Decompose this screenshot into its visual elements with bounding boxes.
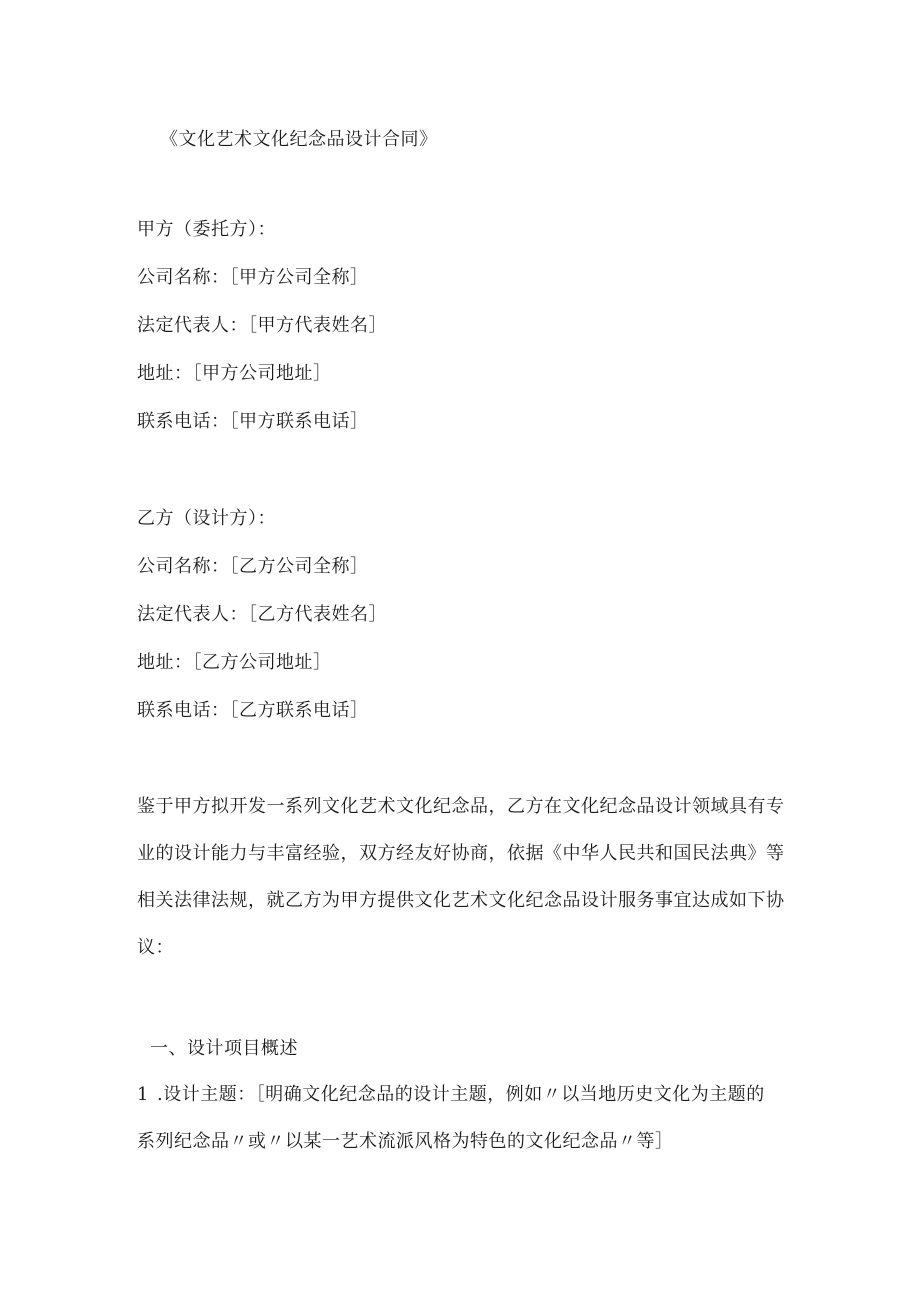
preamble-line: 业的设计能力与丰富经验，双方经友好协商，依据《中华人民共和国民法典》等 — [137, 843, 785, 864]
party-a-heading: 甲方（委托方）： — [137, 219, 276, 240]
preamble-line: 议： — [137, 937, 174, 958]
section-heading: 一、设计项目概述 — [150, 1038, 298, 1059]
document-title: 《文化艺术文化纪念品设计合同》 — [160, 129, 438, 150]
party-a-representative: 法定代表人：［甲方代表姓名］ — [137, 315, 387, 336]
party-a-phone: 联系电话：［甲方联系电话］ — [137, 411, 369, 432]
item-number: 1 — [137, 1084, 149, 1105]
item-line: .设计主题：［明确文化纪念品的设计主题，例如〃以当地历史文化为主题的 — [157, 1084, 765, 1105]
party-b-address: 地址：［乙方公司地址］ — [137, 652, 332, 673]
party-b-heading: 乙方（设计方）： — [137, 508, 276, 529]
party-b-company: 公司名称：［乙方公司全称］ — [137, 556, 369, 577]
party-a-company: 公司名称：［甲方公司全称］ — [137, 267, 369, 288]
item-line: 系列纪念品〃或〃以某一艺术流派风格为特色的文化纪念品〃等］ — [137, 1131, 674, 1152]
party-a-address: 地址：［甲方公司地址］ — [137, 363, 332, 384]
party-b-representative: 法定代表人：［乙方代表姓名］ — [137, 604, 387, 625]
preamble-line: 鉴于甲方拟开发一系列文化艺术文化纪念品，乙方在文化纪念品设计领域具有专 — [137, 796, 785, 817]
preamble-paragraph — [137, 783, 787, 971]
preamble-line: 相关法律法规，就乙方为甲方提供文化艺术文化纪念品设计服务事宜达成如下协 — [137, 890, 785, 911]
section-item — [137, 1071, 797, 1165]
party-b-phone: 联系电话：［乙方联系电话］ — [137, 700, 369, 721]
